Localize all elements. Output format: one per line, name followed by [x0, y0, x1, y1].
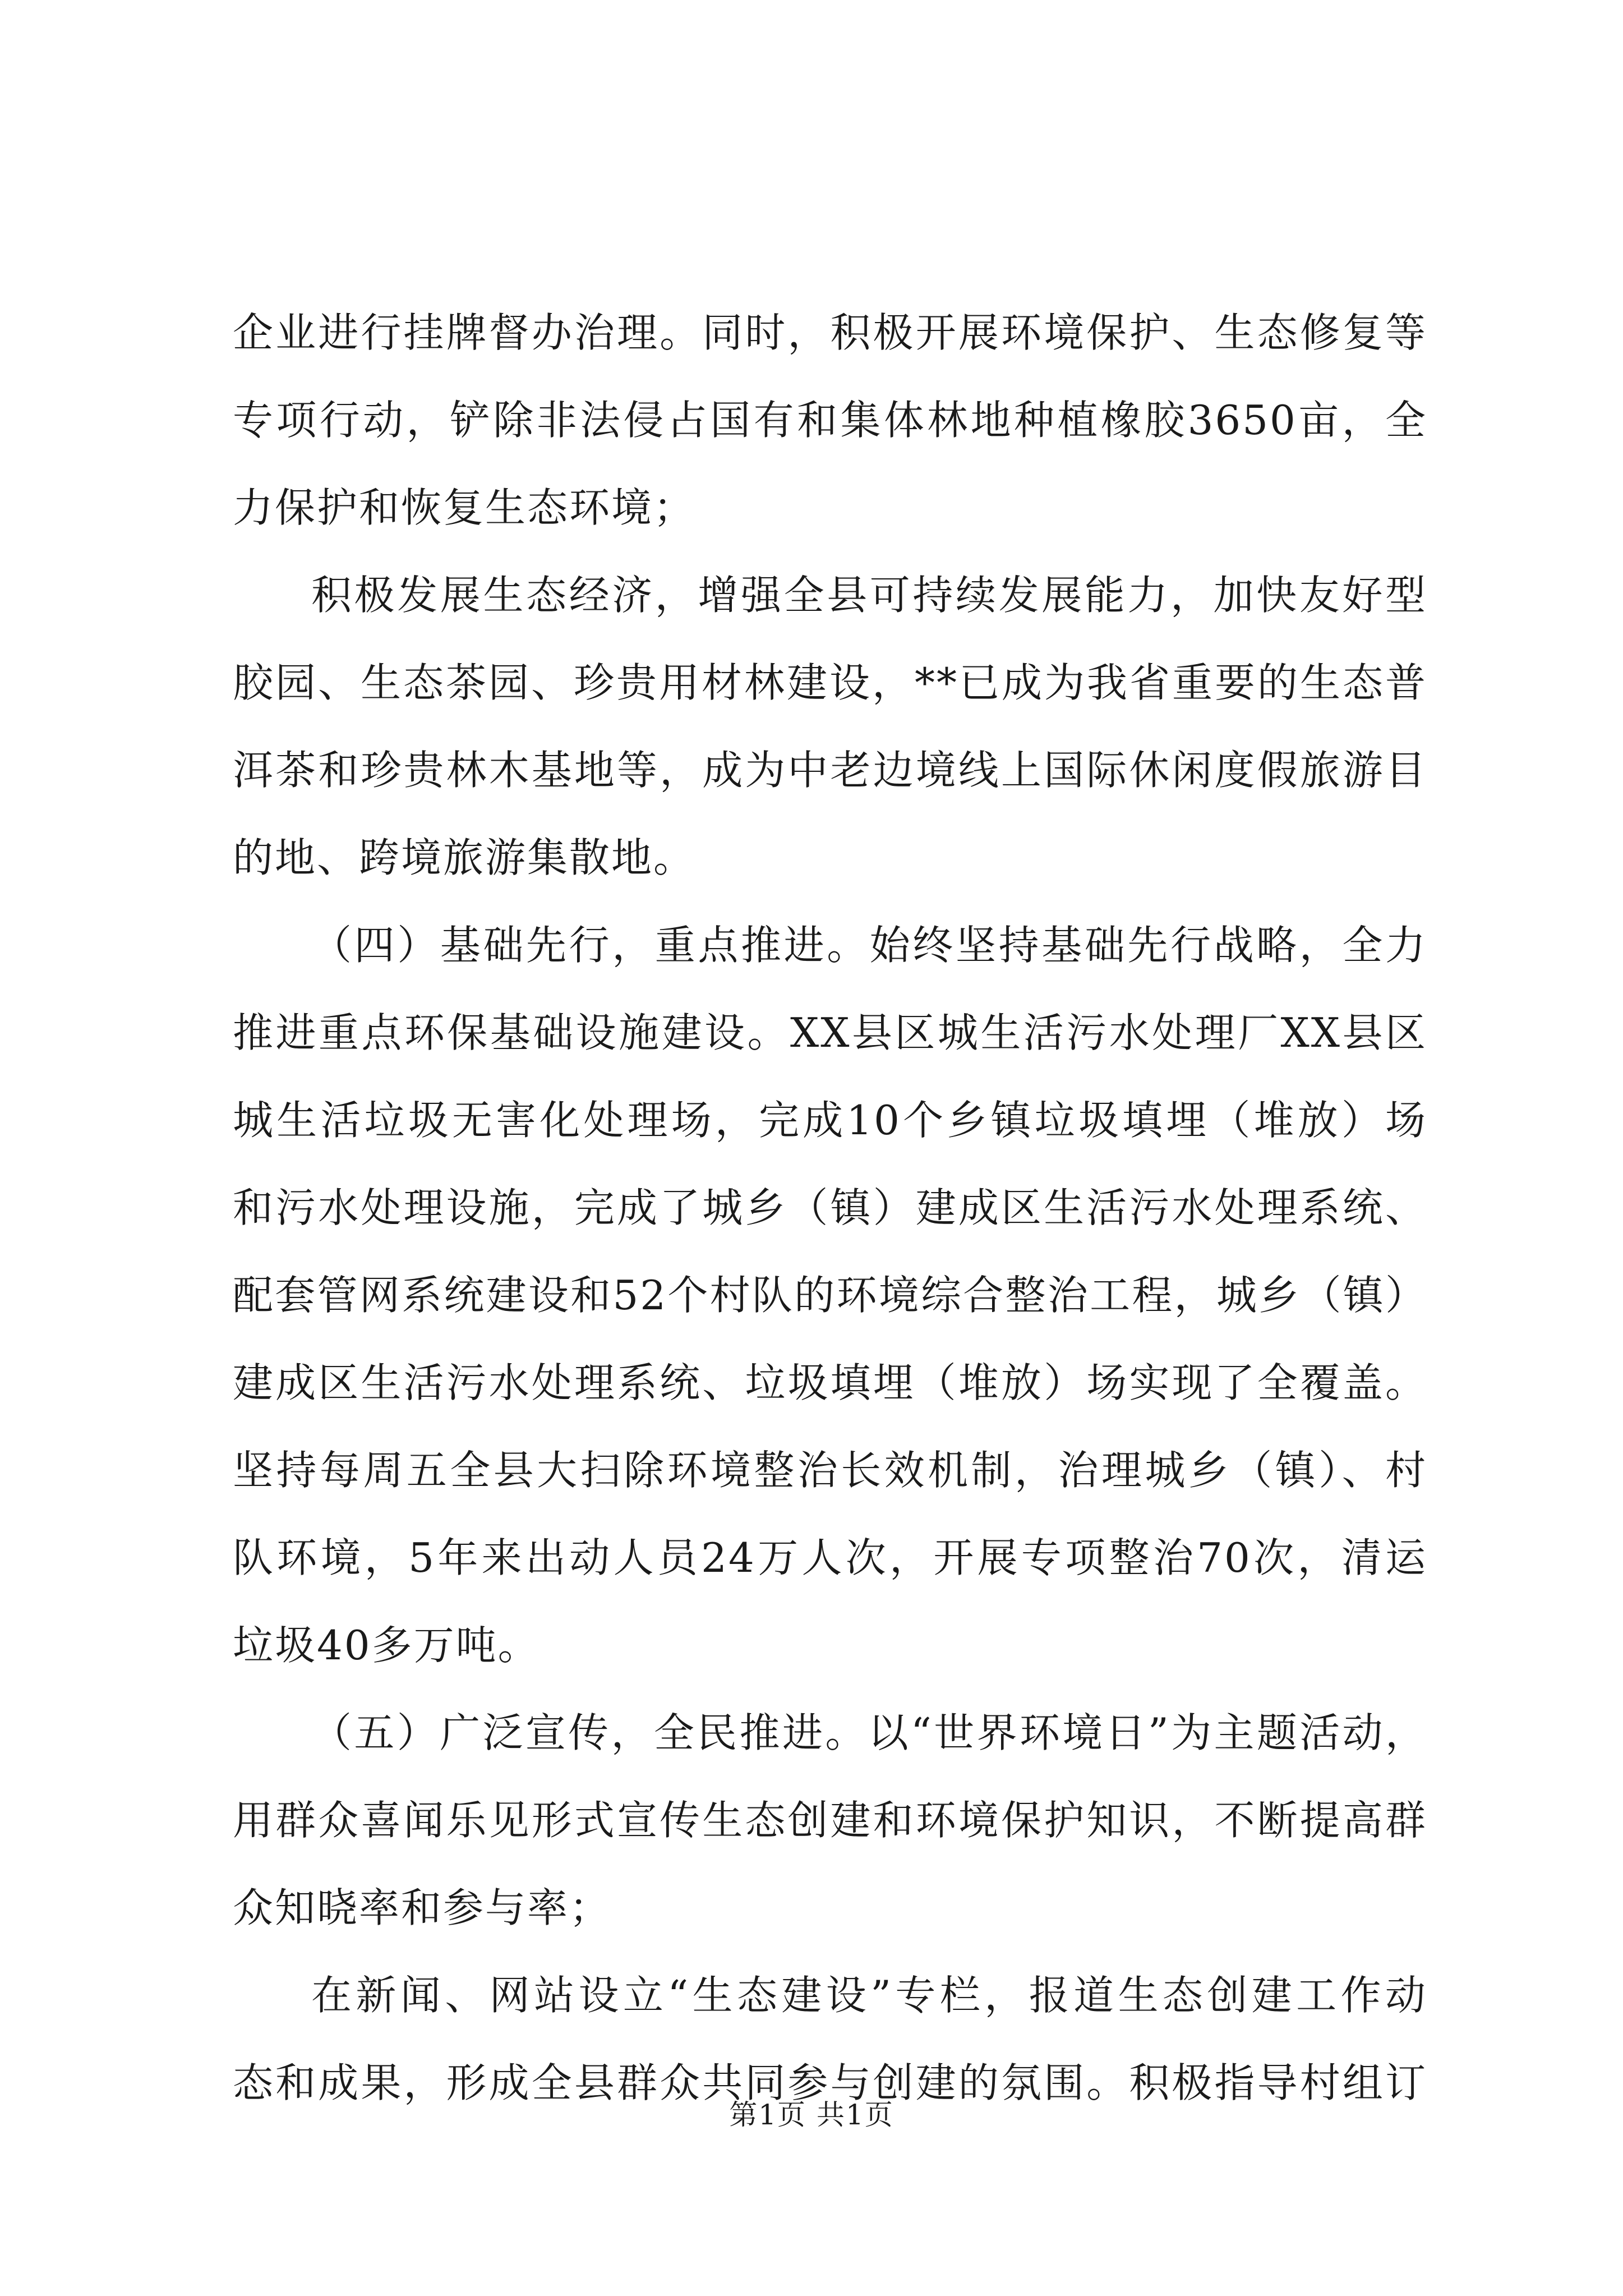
text-line: 众知晓率和参与率；: [233, 1884, 612, 1931]
text-line: （四）基础先行，重点推进。始终坚持基础先行战略，全力: [311, 922, 1427, 969]
text-line: 态和成果，形成全县群众共同参与创建的氛围。积极指导村组订: [233, 2059, 1427, 2106]
text-line: 配套管网系统建设和52个村队的环境综合整治工程，城乡（镇）: [233, 1272, 1427, 1319]
text-line: 积极发展生态经济，增强全县可持续发展能力，加快友好型: [311, 572, 1427, 619]
text-line: 企业进行挂牌督办治理。同时，积极开展环境保护、生态修复等: [233, 309, 1427, 356]
text-line: 建成区生活污水处理系统、垃圾填埋（堆放）场实现了全覆盖。: [233, 1359, 1427, 1406]
text-line: 和污水处理设施，完成了城乡（镇）建成区生活污水处理系统、: [233, 1184, 1427, 1231]
text-line: 推进重点环保基础设施建设。XX县区城生活污水处理厂XX县区: [233, 1009, 1427, 1056]
text-line: 的地、跨境旅游集散地。: [233, 834, 696, 881]
text-line: 队环境，5年来出动人员24万人次，开展专项整治70次，清运: [233, 1534, 1427, 1581]
text-line: 城生活垃圾无害化处理场，完成10个乡镇垃圾填埋（堆放）场: [233, 1097, 1427, 1144]
text-line: 垃圾40多万吨。: [233, 1622, 540, 1669]
text-line: 胶园、生态茶园、珍贵用材林建设，**已成为我省重要的生态普: [233, 659, 1427, 706]
text-line: （五）广泛宣传，全民推进。以“世界环境日”为主题活动，: [311, 1709, 1427, 1756]
text-line: 在新闻、网站设立“生态建设”专栏，报道生态创建工作动: [311, 1972, 1427, 2019]
text-line: 专项行动，铲除非法侵占国有和集体林地种植橡胶3650亩，全: [233, 397, 1427, 444]
text-line: 力保护和恢复生态环境；: [233, 484, 696, 531]
body-text: [233, 289, 1427, 2127]
text-line: 用群众喜闻乐见形式宣传生态创建和环境保护知识，不断提高群: [233, 1797, 1427, 1844]
text-line: 洱茶和珍贵林木基地等，成为中老边境线上国际休闲度假旅游目: [233, 747, 1427, 794]
text-line: 坚持每周五全县大扫除环境整治长效机制，治理城乡（镇）、村: [233, 1447, 1427, 1494]
page-footer: 第1页 共1页: [729, 2099, 894, 2131]
